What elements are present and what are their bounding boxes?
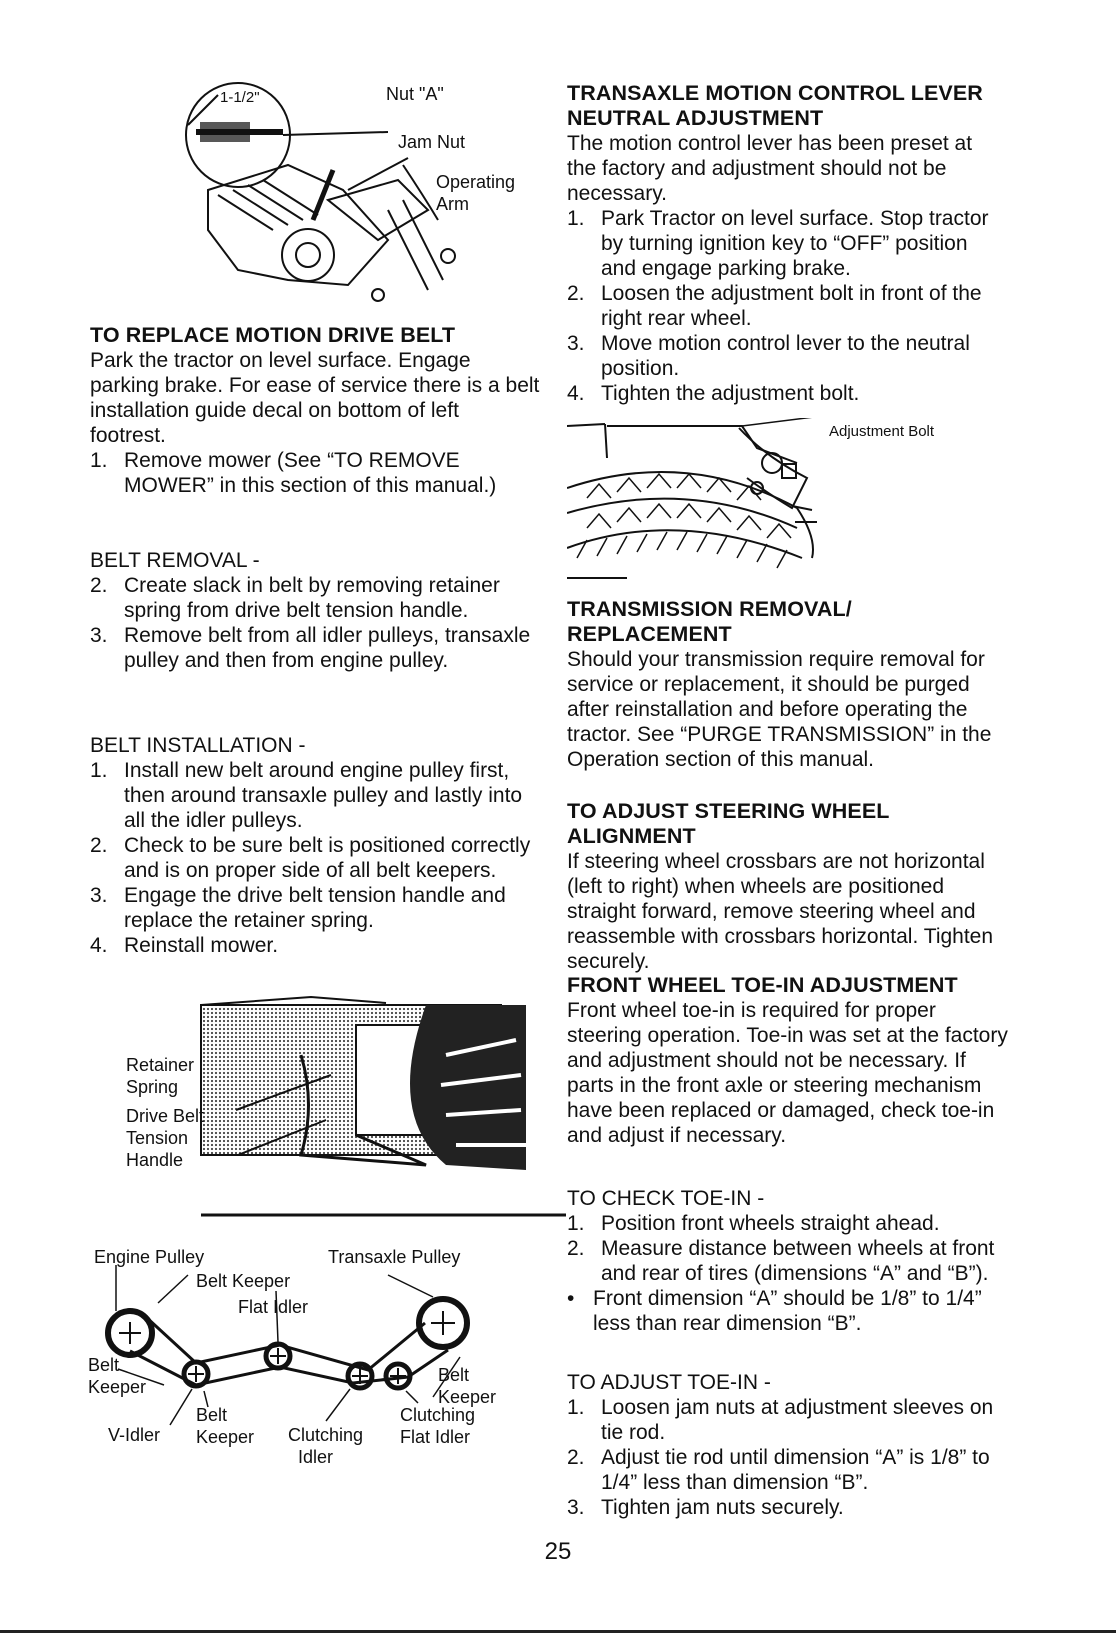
- belt-keeper-right-label-2: Keeper: [438, 1387, 497, 1407]
- transmission-text: Should your transmission require removal for service or replacement, it should be purged after reinstallation and before operating the tractor. See “PURGE TRANSMISSION” in the Operation section of this manual.: [567, 648, 992, 771]
- list-item: • Front dimension “A” should be 1/8” to 1/4” less than rear dimension “B”.: [567, 1287, 982, 1335]
- steering-text: If steering wheel crossbars are not horizontal (left to right) when wheels are positioned straight forward, remove steering wheel and reassemble with crossbars horizontal. Tighten securely.: [567, 850, 994, 973]
- arm-label: Arm: [436, 194, 469, 214]
- flat-idler-label: Flat Idler: [238, 1297, 309, 1317]
- clutching-idler-label-2: Idler: [298, 1447, 334, 1467]
- belt-keeper-top-label: Belt Keeper: [196, 1271, 291, 1291]
- list-item: 1. Park Tractor on level surface. Stop tractor by turning ignition key to “OFF” position and engage parking brake.: [567, 207, 989, 280]
- jam-nut-label: Jam Nut: [398, 132, 466, 152]
- operating-label: Operating: [436, 172, 516, 192]
- adjustment-bolt-figure: [567, 418, 1007, 593]
- v-idler-label: V-Idler: [108, 1425, 161, 1445]
- retainer-spring-figure: [126, 995, 566, 1235]
- list-item: 2. Adjust tie rod until dimension “A” is 1/8” to 1/4” less than dimension “B”.: [567, 1446, 990, 1494]
- list-item: 2. Check to be sure belt is positioned correctly and is on proper side of all belt keepers.: [90, 834, 531, 882]
- neutral-adjust-section: [567, 81, 1007, 406]
- toe-in-heading: FRONT WHEEL TOE-IN ADJUSTMENT: [567, 973, 958, 997]
- tension-label: Tension: [126, 1128, 189, 1148]
- neutral-adjust-intro: The motion control lever has been preset at the factory and adjustment should not be necessary.: [567, 132, 973, 205]
- handle-label: Handle: [126, 1150, 184, 1170]
- neutral-adjust-steps: [567, 206, 1007, 406]
- nut-adjust-figure: [178, 70, 558, 325]
- adjust-toe-in-steps: [567, 1395, 1007, 1520]
- list-item: 1. Loosen jam nuts at adjustment sleeves on tie rod.: [567, 1396, 994, 1444]
- belt-keeper-right-label-1: Belt: [438, 1365, 470, 1385]
- replace-belt-intro: Park the tractor on level surface. Engage parking brake. For ease of service there is a belt installation guide decal on bottom of left footrest.: [90, 349, 540, 447]
- check-toe-in-steps: [567, 1211, 1007, 1336]
- belt-removal-label: BELT REMOVAL -: [90, 549, 260, 572]
- spring-label: Spring: [126, 1077, 179, 1097]
- check-toe-in-section: [567, 1186, 1007, 1336]
- nut-adjust-illustration: [178, 70, 558, 325]
- transmission-heading: TRANSMISSION REMOVAL/ REPLACEMENT: [567, 597, 852, 646]
- list-item: 4. Tighten the adjustment bolt.: [567, 382, 860, 405]
- adjust-toe-in-label: TO ADJUST TOE-IN -: [567, 1371, 771, 1394]
- pulley-diagram: [88, 1245, 543, 1485]
- list-item: 4. Reinstall mower.: [90, 934, 279, 957]
- page-number: 25: [544, 1538, 572, 1565]
- belt-installation-steps: [90, 758, 540, 958]
- neutral-adjust-heading: TRANSAXLE MOTION CONTROL LEVER NEUTRAL ADJUSTMENT: [567, 81, 983, 130]
- list-item: 3. Move motion control lever to the neutral position.: [567, 332, 970, 380]
- transaxle-pulley-label: Transaxle Pulley: [328, 1247, 461, 1267]
- dimension-label: 1-1/2": [220, 89, 260, 106]
- adjustment-bolt-label: Adjustment Bolt: [829, 423, 935, 440]
- toe-in-text: Front wheel toe-in is required for proper steering operation. Toe-in was set at the factory and adjustment should not be necessary. If parts in the front axle or steering mechanism have been replaced or damaged, check toe-in and adjust if necessary.: [567, 999, 1008, 1147]
- replace-belt-section: [90, 323, 540, 498]
- toe-in-section: [567, 973, 1012, 1148]
- list-item: 1. Remove mower (See “TO REMOVE MOWER” in this section of this manual.): [90, 449, 497, 497]
- list-item: 3. Engage the drive belt tension handle and replace the retainer spring.: [90, 884, 506, 932]
- replace-belt-steps: [90, 448, 540, 498]
- belt-installation-label: BELT INSTALLATION -: [90, 734, 306, 757]
- list-item: 2. Measure distance between wheels at front and rear of tires (dimensions “A” and “B”).: [567, 1237, 995, 1285]
- belt-removal-steps: [90, 573, 540, 673]
- transmission-section: [567, 597, 1007, 772]
- bottom-rule: [0, 1630, 1116, 1633]
- belt-installation-section: [90, 733, 540, 958]
- belt-keeper-bottom-label-2: Keeper: [196, 1427, 255, 1447]
- list-item: 1. Position front wheels straight ahead.: [567, 1212, 940, 1235]
- belt-keeper-bottom-label-1: Belt: [196, 1405, 228, 1425]
- drive-belt-label: Drive Belt: [126, 1106, 205, 1126]
- clutching-idler-label-1: Clutching: [288, 1425, 364, 1445]
- engine-pulley-label: Engine Pulley: [94, 1247, 205, 1267]
- steering-section: [567, 799, 1007, 974]
- adjustment-bolt-illustration: [567, 418, 1007, 593]
- list-item: 1. Install new belt around engine pulley first, then around transaxle pulley and lastly into all the idler pulleys.: [90, 759, 523, 832]
- adjust-toe-in-section: [567, 1370, 1007, 1520]
- list-item: 2. Create slack in belt by removing retainer spring from drive belt tension handle.: [90, 574, 500, 622]
- clutching-flat-idler-label-2: Flat Idler: [400, 1427, 471, 1447]
- nut-a-label: Nut "A": [386, 84, 444, 104]
- replace-belt-heading: TO REPLACE MOTION DRIVE BELT: [90, 323, 456, 347]
- check-toe-in-label: TO CHECK TOE-IN -: [567, 1187, 765, 1210]
- clutching-flat-idler-label-1: Clutching: [400, 1405, 476, 1425]
- list-item: 3. Remove belt from all idler pulleys, transaxle pulley and then from engine pulley.: [90, 624, 531, 672]
- retainer-spring-illustration: [126, 995, 566, 1235]
- retainer-label: Retainer: [126, 1055, 195, 1075]
- belt-keeper-left-label-2: Keeper: [88, 1377, 147, 1397]
- belt-removal-section: [90, 548, 540, 673]
- list-item: 3. Tighten jam nuts securely.: [567, 1496, 844, 1519]
- steering-heading: TO ADJUST STEERING WHEEL ALIGNMENT: [567, 799, 890, 848]
- pulley-diagram-figure: [88, 1245, 543, 1485]
- belt-keeper-left-label-1: Belt: [88, 1355, 120, 1375]
- list-item: 2. Loosen the adjustment bolt in front of the right rear wheel.: [567, 282, 982, 330]
